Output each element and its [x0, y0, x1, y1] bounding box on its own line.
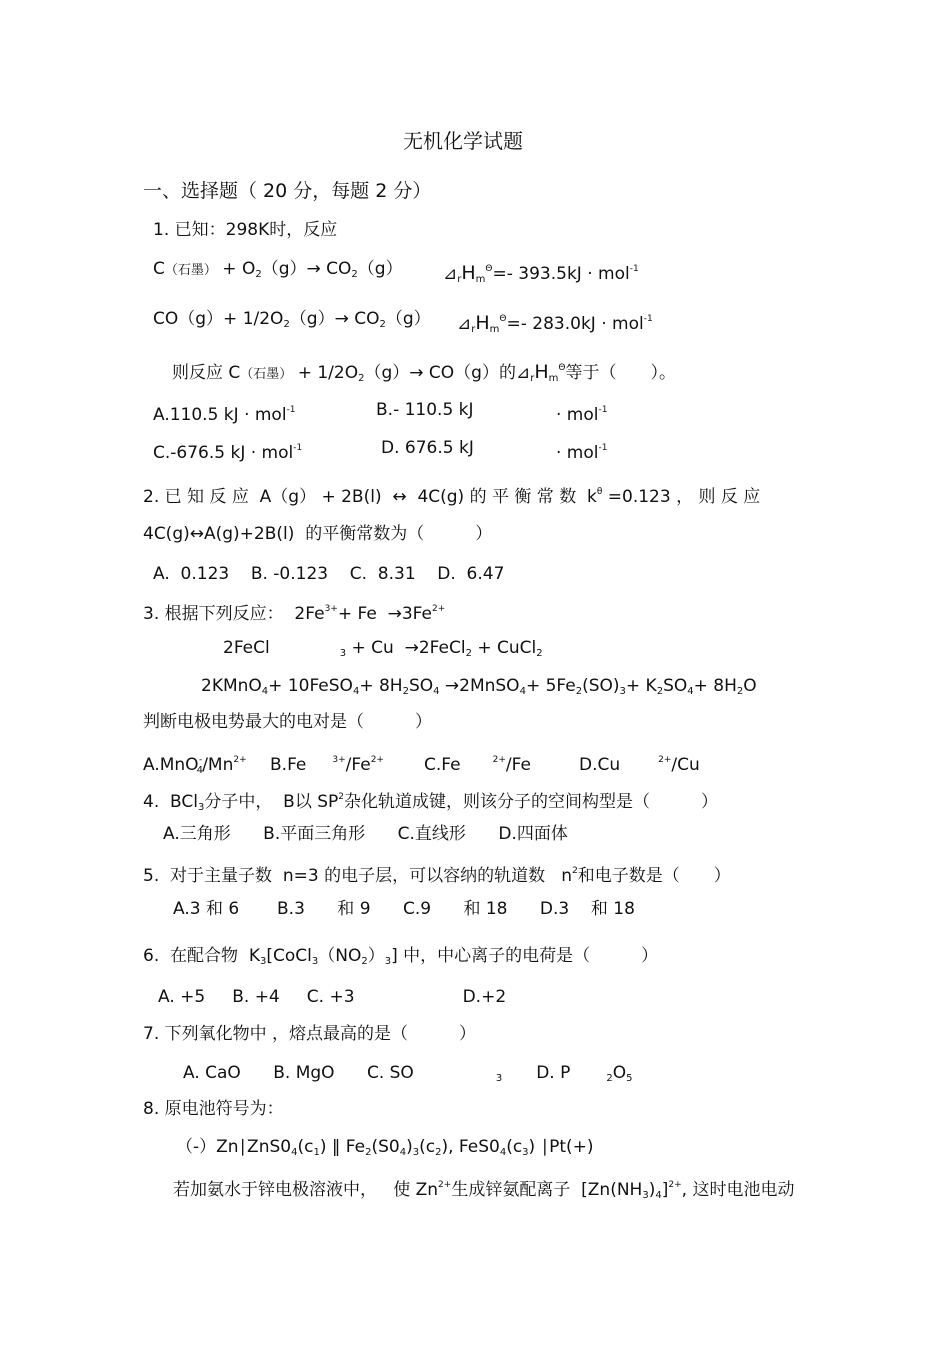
q3-reaction-3 — [201, 675, 757, 703]
text: /Mn — [202, 755, 234, 775]
subscript: m — [548, 373, 559, 384]
text: SO — [408, 676, 434, 696]
text: （-）Zn∣ZnS0 — [176, 1137, 292, 1157]
subscript: 2 — [365, 1147, 372, 1158]
text: (c — [419, 1137, 436, 1157]
superscript: 2 — [572, 866, 578, 876]
q3-reaction-2 — [223, 637, 543, 665]
text: + 8H — [693, 676, 737, 696]
text: （g）→ CO — [261, 259, 352, 279]
q8-stem: 8. 原电池符号为： — [143, 1099, 284, 1119]
text: + 10FeSO — [268, 676, 353, 696]
q8-last-line — [173, 1174, 794, 1207]
text: + K — [625, 676, 657, 696]
text: ⊿ — [443, 264, 458, 284]
text: + O — [222, 259, 256, 279]
text: ) ∣Pt(+) — [528, 1137, 594, 1157]
q7-options — [183, 1062, 632, 1090]
text: （NO — [318, 946, 362, 966]
subscript: 2 — [575, 686, 583, 697]
text: 6. 在配合物 K — [143, 946, 260, 966]
superscript: 2+ — [668, 1180, 682, 1190]
subscript: r — [457, 274, 462, 285]
text: ） — [367, 946, 385, 966]
superscript: 3+ — [324, 604, 338, 614]
text: 等于（ ）。 — [565, 363, 676, 383]
text: 杂化轨道成键，则该分子的空间构型是（ ） — [344, 792, 719, 812]
q1-option-d — [381, 437, 474, 459]
text: 5. 对于主量子数 n=3 的电子层，可以容纳的轨道数 n — [143, 866, 573, 886]
text: 若加氨水于锌电极溶液中， 使 Zn — [173, 1180, 439, 1200]
text: ] 中，中心离子的电荷是（ ） — [391, 946, 659, 966]
subscript: 2 — [435, 1147, 442, 1158]
text: + CuCl — [477, 638, 537, 658]
subscript: r — [471, 324, 476, 335]
text: + 8H — [359, 676, 403, 696]
subscript: 2 — [255, 269, 262, 280]
text: (c — [506, 1137, 523, 1157]
text: · mol — [556, 405, 599, 425]
text: （石墨） — [164, 263, 217, 278]
subscript: 2 — [536, 648, 543, 659]
text: ), FeS0 — [441, 1137, 500, 1157]
text: · mol — [556, 443, 599, 463]
text: （g） — [357, 259, 403, 279]
subscript: 3 — [642, 1190, 649, 1201]
text: =- 283.0kJ · mol — [506, 314, 644, 334]
q6-options: A. +5 B. +4 C. +3 D.+2 — [158, 987, 507, 1007]
subscript: 2 — [351, 269, 358, 280]
q8-cell-notation — [176, 1136, 594, 1164]
q4-options: A.三角形 B.平面三角形 C.直线形 D.四面体 — [163, 824, 568, 844]
subscript: 2 — [402, 686, 409, 697]
text: B.Fe — [270, 755, 307, 775]
text: C.Fe — [424, 755, 461, 775]
subscript: 4 — [261, 686, 269, 697]
q1-question — [172, 357, 676, 390]
subscript: 4 — [433, 686, 440, 697]
subscript: 3 — [619, 686, 626, 697]
superscript: -1 — [598, 405, 608, 415]
subscript: 5 — [626, 1073, 633, 1084]
text: 生成锌氨配离子 [Zn(NH — [451, 1180, 643, 1200]
text: （石墨） — [240, 367, 293, 382]
q1-enthalpy-2 — [457, 308, 653, 341]
text: (S0 — [371, 1137, 400, 1157]
q2-line-2: 4C(g)↔A(g)+2B(l) 的平衡常数为（ ） — [143, 524, 493, 544]
text: A.MnO — [143, 755, 199, 775]
q2-line-1 — [143, 481, 760, 508]
text: ⊿ — [457, 314, 472, 334]
subscript: 3 — [384, 956, 392, 967]
text: 2. 已 知 反 应 A（g） + 2B(l) ↔ 4C(g) 的 平 衡 常 数 k — [143, 487, 597, 507]
subscript: 1 — [313, 1147, 320, 1158]
superscript: -1 — [293, 443, 303, 453]
subscript: 3 — [339, 648, 347, 659]
superscript: Θ — [485, 264, 493, 274]
text: （g）→ CO — [289, 309, 380, 329]
text: 2KMnO — [201, 676, 262, 696]
superscript: 2+ — [438, 1180, 452, 1190]
superscript: 2+ — [233, 755, 247, 765]
superscript: -1 — [629, 264, 639, 274]
superscript: 3+ — [332, 755, 346, 765]
subscript: 4 — [519, 686, 526, 697]
text: /Fe — [345, 755, 371, 775]
q1-reaction-1 — [153, 258, 403, 286]
text: C.-676.5 kJ · mol — [153, 443, 294, 463]
subscript: 2 — [361, 956, 368, 967]
q1-option-c — [153, 437, 302, 464]
text: O — [743, 676, 757, 696]
q1-option-a — [153, 399, 296, 426]
q1-option-b-unit — [556, 399, 607, 426]
text: 3. 根据下列反应： 2Fe — [143, 604, 325, 624]
text: H — [461, 262, 476, 284]
subscript: 2 — [283, 319, 290, 330]
text: ) ‖ Fe — [319, 1137, 366, 1157]
text: （g）→ CO（g）的⊿ — [364, 363, 531, 383]
text: 分子中， B以 SP — [204, 792, 339, 812]
q5-stem — [143, 860, 731, 887]
text: + Cu →2FeCl — [351, 638, 466, 658]
text: ) — [406, 1137, 413, 1157]
text: + Fe →3Fe — [337, 604, 432, 624]
superscript: -1 — [643, 314, 653, 324]
subscript: 3 — [197, 802, 205, 813]
text: H — [534, 361, 549, 383]
page-title: 无机化学试题 — [403, 129, 523, 153]
subscript: m — [489, 324, 500, 335]
subscript: 2 — [465, 648, 472, 659]
superscript: Θ — [558, 363, 566, 373]
text: + 1/2O — [297, 363, 359, 383]
text: /Cu — [671, 755, 700, 775]
subscript: 3 — [522, 1147, 529, 1158]
subscript: 4 — [352, 686, 360, 697]
superscript: θ — [596, 487, 603, 497]
subscript: 2 — [358, 373, 365, 384]
superscript: 2+ — [658, 755, 672, 765]
subscript: 3 — [259, 956, 267, 967]
subscript: 4 — [196, 765, 203, 776]
text: (c — [297, 1137, 314, 1157]
text: + 5Fe — [525, 676, 576, 696]
text: , 这时电池电动 — [681, 1180, 795, 1200]
text: →2MnSO — [439, 676, 520, 696]
subscript: 2 — [606, 1073, 613, 1084]
text: （g） — [385, 309, 431, 329]
text: O — [612, 1063, 627, 1083]
text: [CoCl — [266, 946, 312, 966]
text: ) — [648, 1180, 656, 1200]
text: 则反应 C — [172, 363, 241, 383]
subscript: 2 — [736, 686, 744, 697]
subscript: 2 — [656, 686, 664, 697]
q2-options: A. 0.123 B. -0.123 C. 8.31 D. 6.47 — [153, 564, 505, 584]
superscript: - — [198, 755, 203, 765]
subscript: 4 — [687, 686, 694, 697]
q4-stem — [143, 786, 718, 819]
text: D. 676.5 kJ — [381, 438, 474, 458]
subscript: 4 — [291, 1147, 298, 1158]
text: B.- 110.5 kJ — [376, 400, 474, 420]
subscript: 3 — [412, 1147, 420, 1158]
text: =- 393.5kJ · mol — [492, 264, 630, 284]
text: D. P — [536, 1063, 571, 1083]
superscript: 2 — [338, 792, 345, 802]
text: (SO) — [582, 676, 620, 696]
superscript: 2+ — [431, 604, 446, 614]
q5-options: A.3 和 6 B.3 和 9 C.9 和 18 D.3 和 18 — [173, 899, 635, 919]
subscript: m — [475, 274, 486, 285]
text: =0.123 ， 则 反 应 — [602, 487, 761, 507]
text: /Fe — [505, 755, 531, 775]
q1-reaction-2 — [153, 308, 431, 336]
text: CO（g）+ 1/2O — [153, 309, 284, 329]
text: 4. BCl — [143, 792, 198, 812]
q1-option-b — [376, 399, 474, 421]
text: A.110.5 kJ · mol — [153, 405, 287, 425]
section-heading: 一、选择题（ 20 分，每题 2 分） — [143, 180, 432, 202]
superscript: -1 — [286, 405, 296, 415]
text: SO — [663, 676, 688, 696]
q7-stem: 7. 下列氧化物中 ，熔点最高的是（ ） — [143, 1024, 477, 1044]
q3-option-c — [424, 749, 531, 776]
superscript: -1 — [598, 443, 608, 453]
superscript: 2+ — [492, 755, 506, 765]
text: 2FeCl — [223, 638, 270, 658]
q3-option-d — [579, 749, 700, 776]
subscript: 3 — [495, 1073, 503, 1084]
subscript: r — [530, 373, 535, 384]
subscript: 4 — [499, 1147, 507, 1158]
q3-option-b — [270, 749, 384, 776]
subscript: 2 — [379, 319, 386, 330]
q1-stem: 1. 已知：298K时，反应 — [153, 220, 338, 240]
text: ] — [661, 1180, 669, 1200]
text: H — [475, 312, 490, 334]
q6-stem — [143, 945, 658, 973]
text: C — [153, 259, 165, 279]
subscript: 3 — [311, 956, 319, 967]
text: D.Cu — [579, 755, 621, 775]
q3-stem — [143, 598, 445, 625]
subscript: 4 — [655, 1190, 662, 1201]
text: A. CaO B. MgO C. SO — [183, 1063, 414, 1083]
q1-enthalpy-1 — [443, 258, 639, 291]
superscript: Θ — [499, 314, 507, 324]
superscript: 2+ — [370, 755, 384, 765]
q3-question: 判断电极电势最大的电对是（ ） — [143, 712, 432, 732]
text: 和电子数是（ ） — [577, 866, 731, 886]
q1-option-d-unit — [556, 437, 607, 464]
subscript: 4 — [399, 1147, 407, 1158]
q3-option-a — [143, 749, 247, 782]
